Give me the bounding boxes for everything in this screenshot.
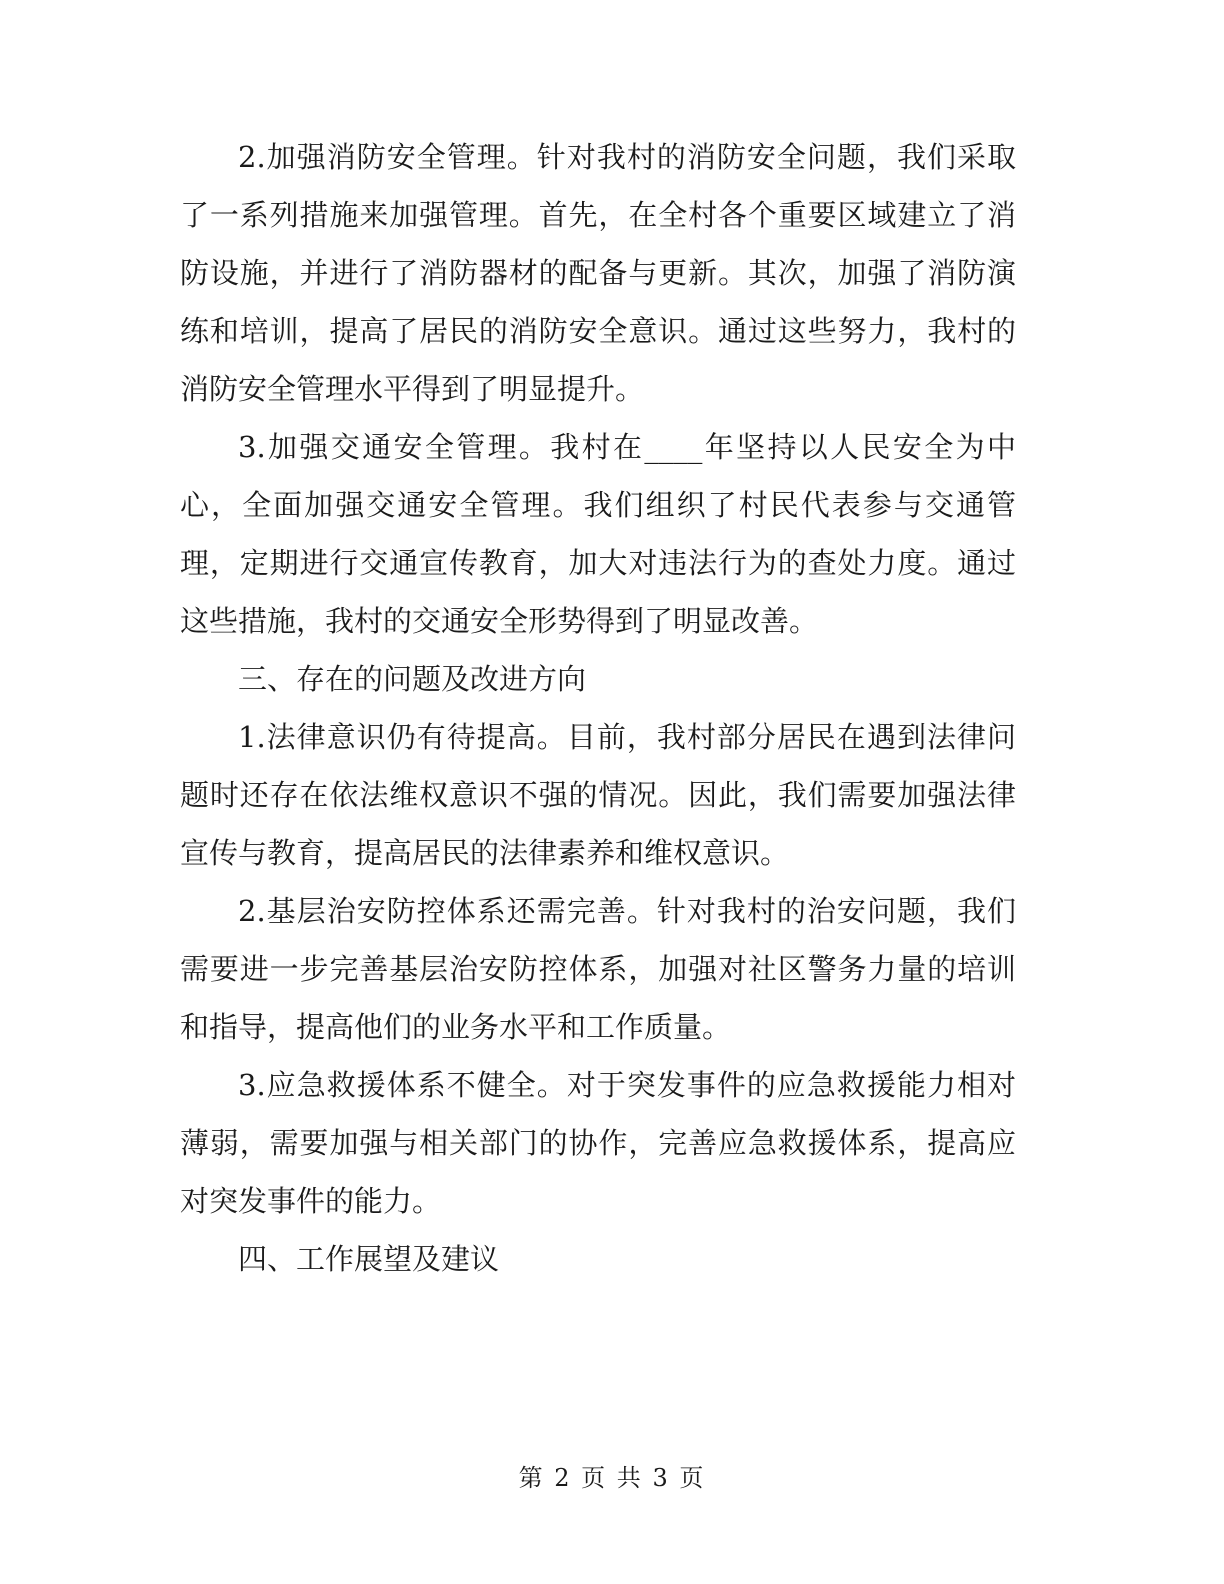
document-body bbox=[180, 128, 1016, 1288]
paragraph-emergency-rescue: 3.应急救援体系不健全。对于突发事件的应急救援能力相对薄弱，需要加强与相关部门的协作，完善应急救援体系，提高应对突发事件的能力。 bbox=[180, 1068, 1016, 1218]
paragraph-legal-awareness: 1.法律意识仍有待提高。目前，我村部分居民在遇到法律问题时还存在依法维权意识不强的情况。因此，我们需要加强法律宣传与教育，提高居民的法律素养和维权意识。 bbox=[180, 720, 1016, 870]
section-heading-problems: 三、存在的问题及改进方向 bbox=[238, 662, 587, 696]
paragraph-traffic-safety: 3.加强交通安全管理。我村在____年坚持以人民安全为中心，全面加强交通安全管理。我们组织了村民代表参与交通管理，定期进行交通宣传教育，加大对违法行为的查处力度。通过这些措施，我村的交通安全形势得到了明显改善。 bbox=[180, 430, 1016, 638]
paragraph-security-system: 2.基层治安防控体系还需完善。针对我村的治安问题，我们需要进一步完善基层治安防控体系，加强对社区警务力量的培训和指导，提高他们的业务水平和工作质量。 bbox=[180, 894, 1016, 1044]
page-footer: 第 2 页 共 3 页 bbox=[518, 1464, 706, 1492]
paragraph-fire-safety: 2.加强消防安全管理。针对我村的消防安全问题，我们采取了一系列措施来加强管理。首先，在全村各个重要区域建立了消防设施，并进行了消防器材的配备与更新。其次，加强了消防演练和培训，提高了居民的消防安全意识。通过这些努力，我村的消防安全管理水平得到了明显提升。 bbox=[180, 140, 1016, 406]
section-heading-outlook: 四、工作展望及建议 bbox=[238, 1242, 500, 1276]
